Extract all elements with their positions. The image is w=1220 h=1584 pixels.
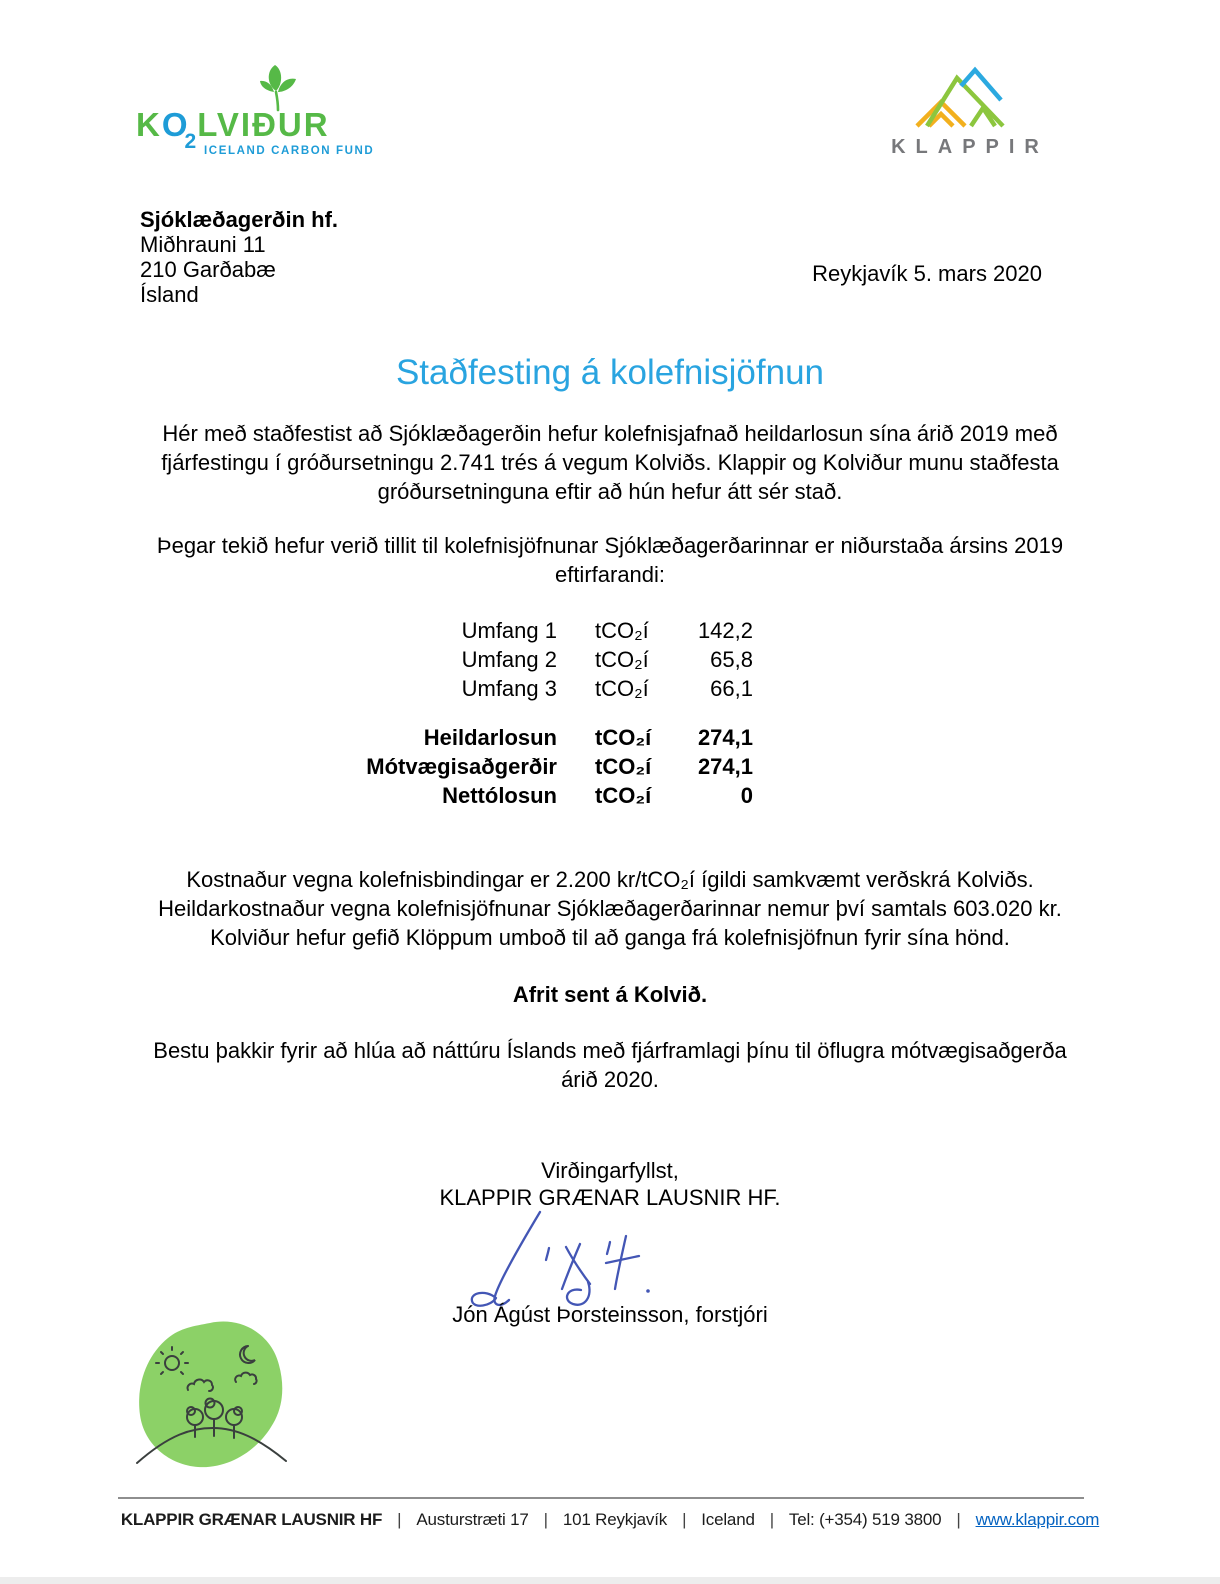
recipient-address-block — [140, 207, 338, 307]
footer-street: Austurstræti 17 — [416, 1510, 529, 1529]
closing-block — [0, 1157, 1220, 1211]
emission-scope-label: Umfang 2 — [461, 647, 557, 672]
footer-company: KLAPPIR GRÆNAR LAUSNIR HF — [120, 1510, 383, 1529]
kolvidur-logo — [136, 64, 375, 164]
recipient-country: Ísland — [140, 282, 199, 307]
table-row-scope2 — [120, 645, 753, 674]
signature-image — [438, 1206, 688, 1310]
emission-value: 274,1 — [697, 754, 753, 779]
page-title: Staðfesting á kolefnisjöfnun — [395, 353, 825, 392]
klappir-wordmark: KLAPPIR — [891, 136, 1049, 158]
kolvidur-co2-subscript: 2 — [184, 130, 197, 153]
body-paragraph-thanks: Bestu þakkir fyrir að hlúa að náttúru Íslands með fjárframlagi þínu til öflugra mótvægisaðgerða árið 2020. — [153, 1038, 1067, 1092]
emission-value: 65,8 — [710, 647, 753, 672]
body-paragraph-results-intro: Þegar tekið hefur verið tillit til kolefnisjöfnunar Sjóklæðagerðarinnar er niðurstaða ársins 2019 eftirfarandi: — [156, 533, 1064, 587]
emission-unit: tCO₂í — [595, 676, 649, 701]
footer-website-link[interactable]: www.klappir.com — [975, 1510, 1100, 1529]
emission-scope-label: Umfang 1 — [461, 618, 557, 643]
emission-scope-label: Nettólosun — [442, 783, 557, 808]
footer-city: 101 Reykjavík — [562, 1510, 668, 1529]
footer-separator: | — [769, 1510, 774, 1529]
footer-separator: | — [397, 1510, 402, 1529]
emission-scope-label: Heildarlosun — [423, 725, 557, 750]
emission-value: 0 — [740, 783, 753, 808]
kolvidur-sprout-icon — [256, 64, 302, 112]
page-bottom-edge — [0, 1577, 1220, 1584]
dateline: Reykjavík 5. mars 2020 — [812, 261, 1042, 286]
closing-salutation: Virðingarfyllst, — [541, 1158, 679, 1183]
footer-separator: | — [956, 1510, 961, 1529]
kolvidur-wordmark: $KO_2LVIÐUR$ — [136, 106, 330, 153]
emission-unit: tCO₂í — [595, 783, 652, 808]
emission-value: 66,1 — [710, 676, 753, 701]
table-row-offsets — [120, 752, 753, 781]
copy-note: Afrit sent á Kolvið. — [512, 982, 708, 1007]
kolvidur-tagline: ICELAND CARBON FUND — [204, 145, 375, 157]
signer-name: Jón Ágúst Þorsteinsson, forstjóri — [452, 1302, 768, 1327]
emission-scope-label: Mótvægisaðgerðir — [366, 754, 557, 779]
closing-company: KLAPPIR GRÆNAR LAUSNIR HF. — [439, 1185, 781, 1210]
table-row-scope1 — [120, 616, 753, 645]
emission-unit: tCO₂í — [595, 754, 652, 779]
table-row-total-emissions — [120, 723, 753, 752]
recipient-name: Sjóklæðagerðin hf. — [140, 207, 339, 232]
footer-country: Iceland — [701, 1510, 755, 1529]
klappir-mountains-icon — [915, 64, 1015, 130]
footer-divider — [118, 1497, 1084, 1499]
body-paragraph-intro: Hér með staðfestist að Sjóklæðagerðin hefur kolefnisjafnað heildarlosun sína árið 2019 með fjárfestingu í gróðursetningu 2.741 trés á vegum Kolviðs. Klappir og Kolviður munu staðfesta gróðursetninguna eftir að hún hefur átt sér stað. — [161, 421, 1059, 504]
recipient-postal-city: 210 Garðabæ — [140, 257, 276, 282]
emission-unit: tCO₂í — [595, 618, 649, 643]
emission-scope-label: Umfang 3 — [461, 676, 557, 701]
body-paragraph-cost: Kostnaður vegna kolefnisbindingar er 2.200 kr/tCO₂í ígildi samkvæmt verðskrá Kolviðs. Heildarkostnaður vegna kolefnisjöfnunar Sjóklæðagerðarinnar nemur því samtals 603.020 kr. Kolviður hefur gefið Klöppum umboð til að ganga frá kolefnisjöfnun fyrir sína hönd. — [158, 867, 1062, 950]
nature-doodle-illustration — [132, 1316, 294, 1478]
table-row-scope3 — [120, 674, 753, 703]
klappir-logo — [880, 64, 1050, 159]
emission-value: 142,2 — [697, 618, 753, 643]
footer-phone: Tel: (+354) 519 3800 — [788, 1510, 942, 1529]
table-row-net-emissions — [120, 781, 753, 810]
emission-unit: tCO₂í — [595, 647, 649, 672]
emission-value: 274,1 — [697, 725, 753, 750]
emissions-table — [120, 616, 753, 810]
page-footer — [0, 1510, 1220, 1530]
footer-separator: | — [682, 1510, 687, 1529]
footer-separator: | — [543, 1510, 548, 1529]
recipient-street: Miðhrauni 11 — [140, 232, 266, 257]
emission-unit: tCO₂í — [595, 725, 652, 750]
